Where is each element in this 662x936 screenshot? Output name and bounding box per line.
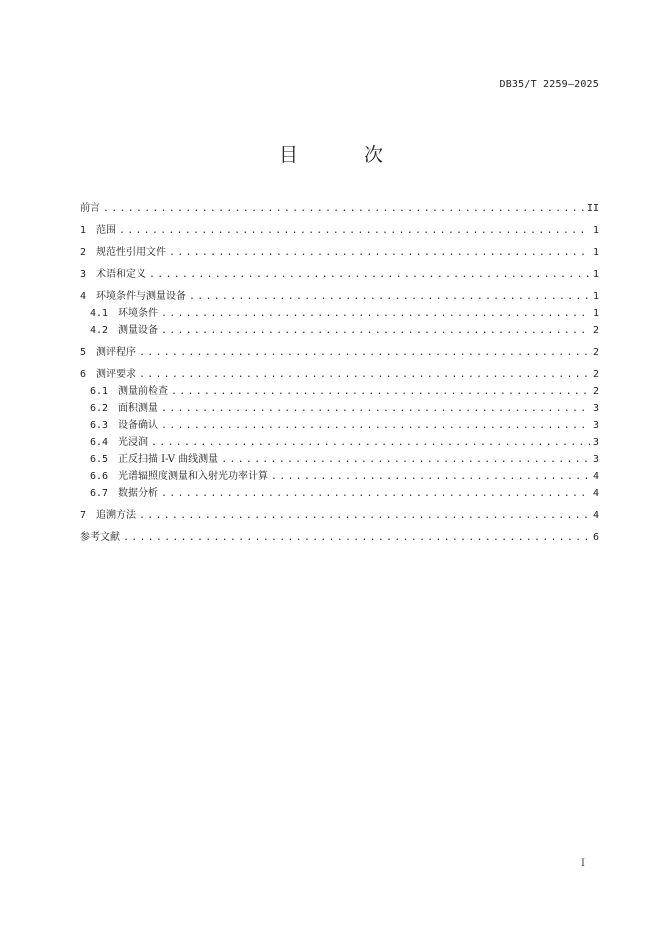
toc-entry-page: 2 (592, 325, 599, 336)
toc-entry-number: 6.1 (90, 386, 109, 397)
toc-entry-page: 4 (592, 510, 599, 521)
toc-entry-6-2[interactable] (80, 400, 599, 417)
toc-entry-number: 6.4 (90, 437, 109, 448)
dot-leader (139, 344, 590, 361)
toc-entry-label: 数据分析 (118, 488, 158, 499)
toc-entry-2[interactable] (80, 244, 599, 261)
toc-entry-label: 范围 (96, 225, 116, 236)
dot-leader (161, 485, 590, 502)
toc-entry-6[interactable] (80, 366, 599, 383)
toc-entry-page: 1 (592, 225, 599, 236)
toc-entry-number: 5 (80, 347, 87, 358)
toc-entry-page: 4 (592, 488, 599, 499)
toc-entry-6-4[interactable] (80, 434, 599, 451)
toc-entry-label: 测评要求 (96, 369, 136, 380)
toc-entry-number: 6.5 (90, 454, 109, 465)
toc-entry-number: 1 (80, 225, 87, 236)
document-code: DB35/T 2259—2025 (499, 79, 599, 90)
toc-entry-number: 4 (80, 291, 87, 302)
toc-entry-number: 2 (80, 247, 87, 258)
toc-entry-page: 6 (592, 532, 599, 543)
page-number: I (581, 858, 585, 869)
toc-entry-number: 6.2 (90, 403, 109, 414)
toc-entry-label: 正反扫描 I-V 曲线测量 (118, 454, 219, 465)
dot-leader (189, 288, 590, 305)
toc-entry-label: 测量前检查 (118, 386, 168, 397)
dot-leader (103, 200, 584, 217)
toc-entry-label: 测量设备 (118, 325, 158, 336)
toc-entry-6-3[interactable] (80, 417, 599, 434)
toc-entry-page: 3 (592, 437, 599, 448)
dot-leader (161, 400, 590, 417)
toc-entry-label: 面积测量 (118, 403, 158, 414)
toc-entry-page: 1 (592, 247, 599, 258)
toc-entry-label: 光谱辐照度测量和入射光功率计算 (118, 471, 268, 482)
toc-entry-label: 设备确认 (118, 420, 158, 431)
toc-entry-label: 规范性引用文件 (96, 247, 166, 258)
dot-leader (271, 468, 590, 485)
toc-entry-page: II (586, 203, 599, 214)
toc-entry-label: 光浸润 (118, 437, 148, 448)
table-of-contents (80, 200, 599, 546)
toc-entry-page: 1 (592, 269, 599, 280)
toc-entry-number: 3 (80, 269, 87, 280)
toc-entry-3[interactable] (80, 266, 599, 283)
toc-entry-page: 2 (592, 386, 599, 397)
toc-entry-label: 环境条件与测量设备 (96, 291, 186, 302)
toc-entry-references[interactable] (80, 529, 599, 546)
dot-leader (151, 434, 590, 451)
dot-leader (149, 266, 590, 283)
toc-entry-page: 3 (592, 454, 599, 465)
toc-entry-number: 6.7 (90, 488, 109, 499)
toc-entry-6-1[interactable] (80, 383, 599, 400)
toc-entry-4-2[interactable] (80, 322, 599, 339)
toc-entry-7[interactable] (80, 507, 599, 524)
toc-entry-number: 6.6 (90, 471, 109, 482)
page-title: 目 次 (278, 144, 414, 166)
dot-leader (119, 222, 590, 239)
toc-entry-6-6[interactable] (80, 468, 599, 485)
toc-entry-number: 4.2 (90, 325, 109, 336)
toc-entry-5[interactable] (80, 344, 599, 361)
dot-leader (161, 305, 590, 322)
dot-leader (221, 451, 590, 468)
toc-entry-number: 4.1 (90, 308, 109, 319)
toc-entry-page: 1 (592, 308, 599, 319)
toc-entry-page: 3 (592, 403, 599, 414)
toc-entry-page: 1 (592, 291, 599, 302)
dot-leader (139, 507, 590, 524)
toc-entry-label: 追溯方法 (96, 510, 136, 521)
toc-entry-page: 2 (592, 347, 599, 358)
toc-entry-page: 3 (592, 420, 599, 431)
dot-leader (171, 383, 590, 400)
toc-entry-1[interactable] (80, 222, 599, 239)
toc-entry-label: 参考文献 (80, 532, 120, 543)
toc-entry-4-1[interactable] (80, 305, 599, 322)
toc-entry-foreword[interactable] (80, 200, 599, 217)
dot-leader (161, 322, 590, 339)
toc-entry-label: 测评程序 (96, 347, 136, 358)
toc-entry-label: 术语和定义 (96, 269, 146, 280)
toc-entry-page: 4 (592, 471, 599, 482)
dot-leader (169, 244, 590, 261)
toc-entry-label: 前言 (80, 203, 100, 214)
toc-entry-page: 2 (592, 369, 599, 380)
toc-entry-number: 6.3 (90, 420, 109, 431)
dot-leader (123, 529, 590, 546)
toc-entry-6-7[interactable] (80, 485, 599, 502)
toc-entry-4[interactable] (80, 288, 599, 305)
dot-leader (139, 366, 590, 383)
toc-entry-6-5[interactable] (80, 451, 599, 468)
dot-leader (161, 417, 590, 434)
toc-entry-number: 7 (80, 510, 87, 521)
toc-entry-label: 环境条件 (118, 308, 158, 319)
toc-entry-number: 6 (80, 369, 87, 380)
